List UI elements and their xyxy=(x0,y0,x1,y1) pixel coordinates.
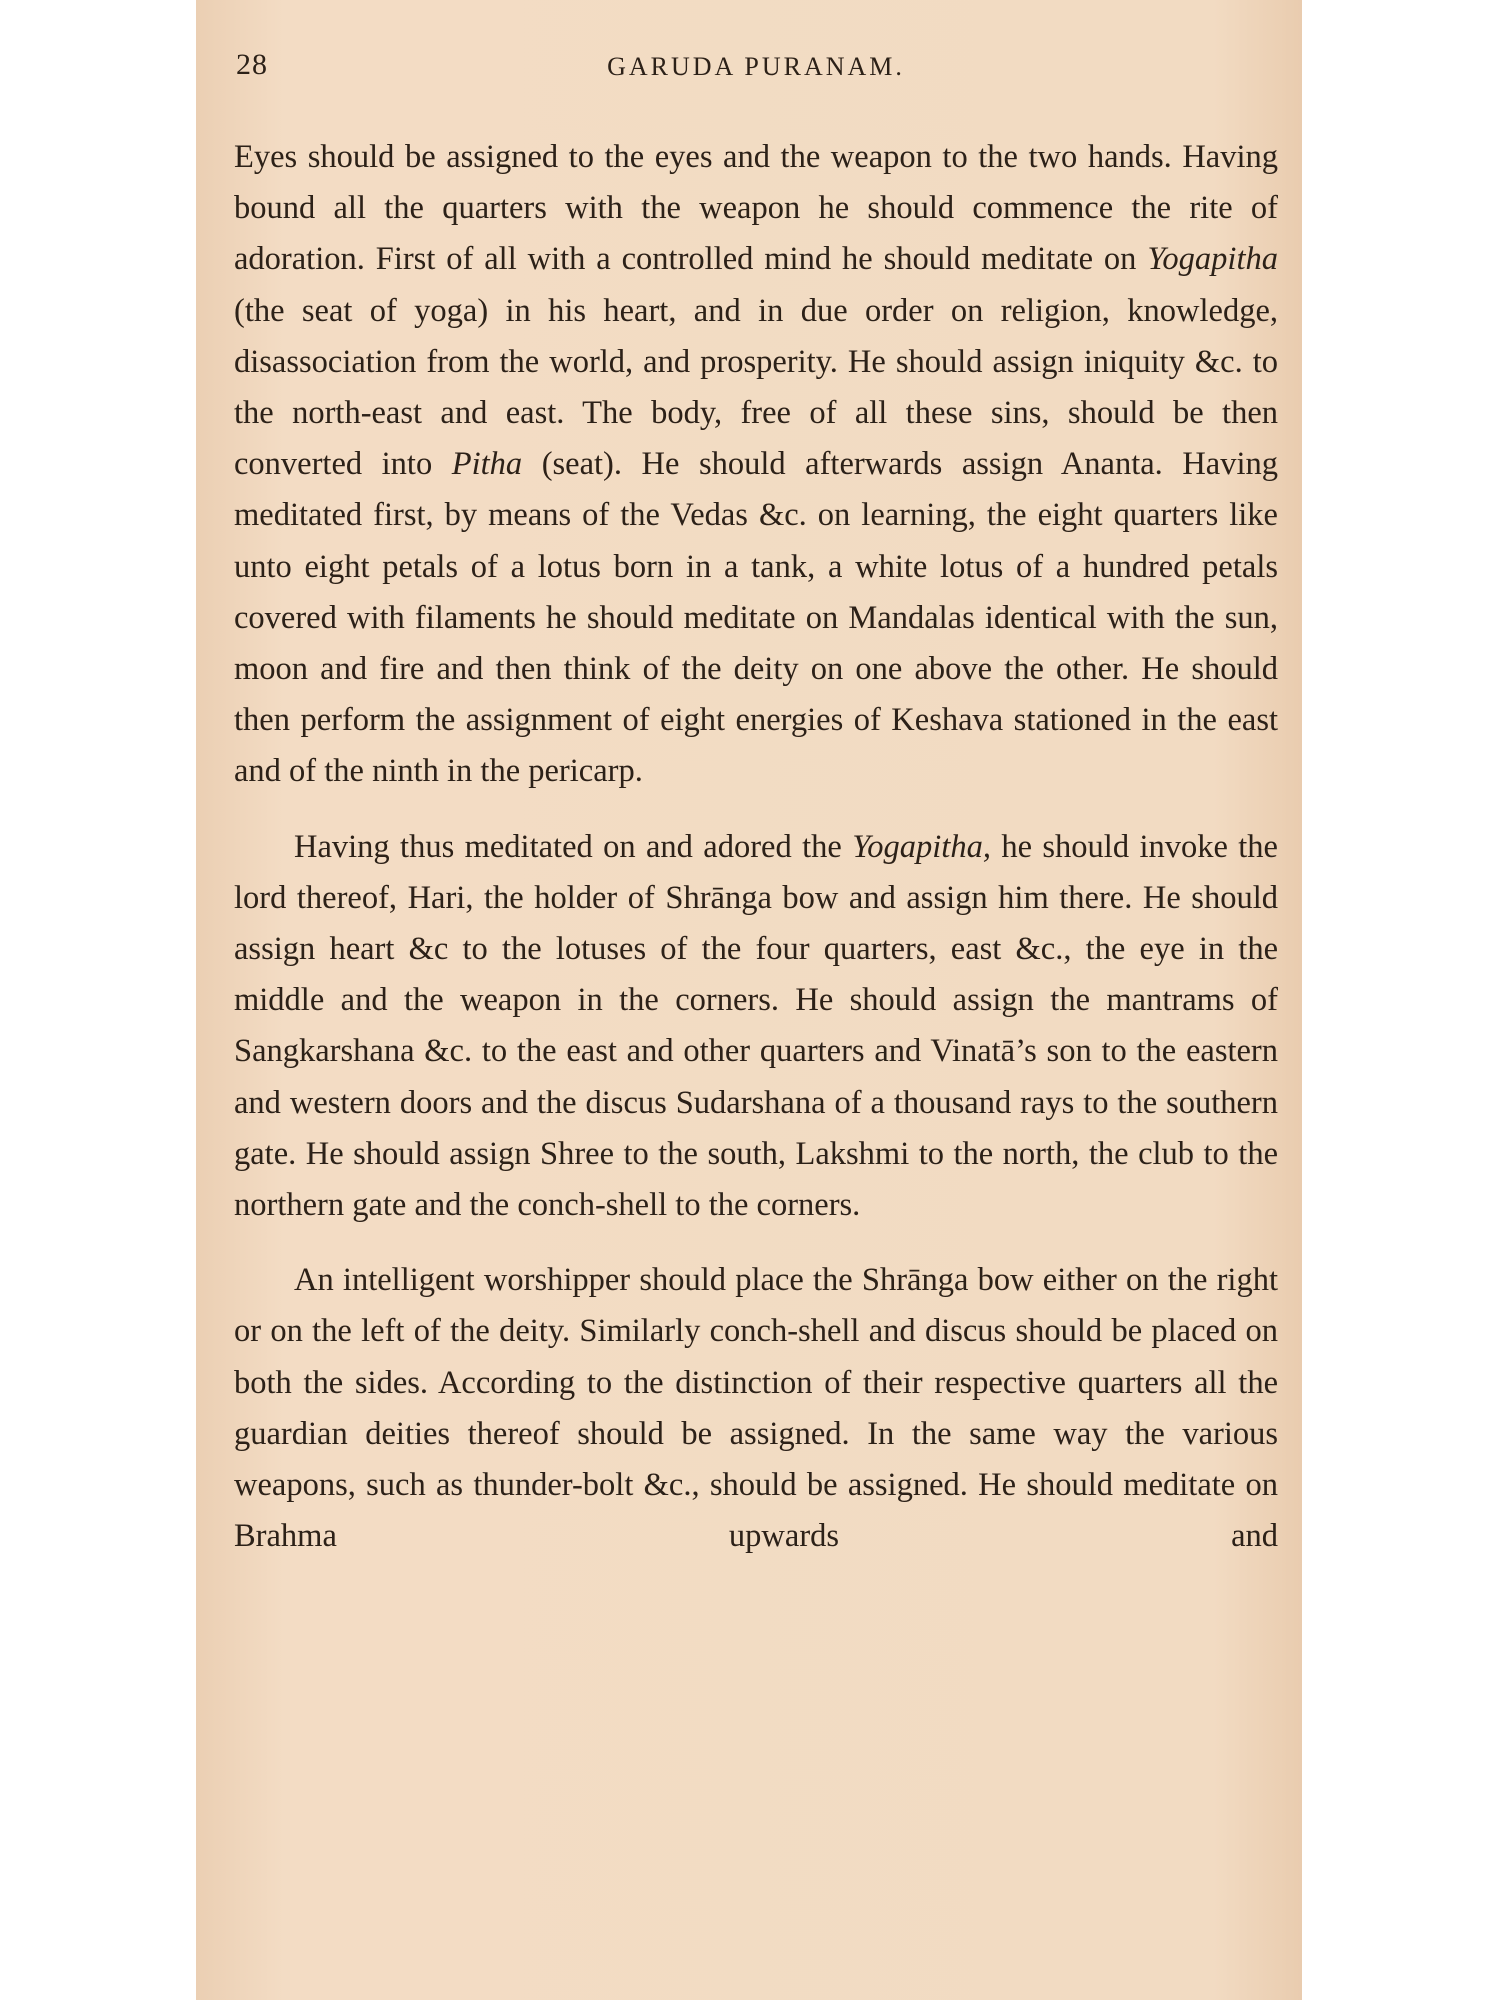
text-run: Eyes should be assigned to the eyes and the weapon to the two hands. Having bound all the quarters with the weapon he should commence the rite of adoration. First of all with a controlled mind he should meditate on xyxy=(234,139,1278,278)
paragraph-1 xyxy=(234,132,1278,798)
text-run: (seat). He should afterwards assign Ananta. Having meditated first, by means of the Vedas &c. on learning, the eight quarters like unto eight petals of a lotus born in a tank, a white lotus of a hundred petals covered with filaments he should meditate on Mandalas identical with the sun, moon and fire and then think of the deity on one above the other. He should then perform the assignment of eight energies of Keshava stationed in the east and of the ninth in the pericarp. xyxy=(234,446,1278,790)
italic-term: Yogapitha xyxy=(1147,241,1278,278)
italic-term: Pitha xyxy=(451,446,523,483)
paragraph-2 xyxy=(234,822,1278,1232)
page-number: 28 xyxy=(236,48,268,81)
page-header xyxy=(236,48,1276,88)
text-run: he should invoke the lord thereof, Hari, the holder of Shrānga bow and assign him there. He should assign heart &c to the lotuses of the four quarters, east &c., the eye in the middle and the weapon in the corners. He should assign the mantrams of Sangkarshana &c. to the east and other quarters and Vinatā’s son to the eastern and western doors and the discus Sudarshana of a thousand rays to the southern gate. He should assign Shree to the south, Lakshmi to the north, the club to the northern gate and the conch-shell to the corners. xyxy=(234,828,1278,1224)
paragraph-3 xyxy=(234,1255,1278,1562)
text-run: An intelligent worshipper should place the Shrānga bow either on the right or on the left of the deity. Similarly conch-shell and discus should be placed on both the sides. According to the distinction of their respective quarters all the guardian deities thereof should be assigned. In the same way the various weapons, such as thunder-bolt &c., should be assigned. He should meditate on Brahma upwards and xyxy=(234,1262,1278,1555)
body-text xyxy=(234,132,1278,1562)
italic-term: Yogapitha, xyxy=(852,828,991,865)
text-run: Having thus meditated on and adored the xyxy=(294,828,853,865)
book-page xyxy=(196,0,1302,2000)
text-run: (the seat of yoga) in his heart, and in due order on religion, knowledge, disassociation from the world, and prosperity. He should assign iniquity &c. to the north-east and east. The body, free of all these sins, should be then converted into xyxy=(234,292,1278,483)
running-title: GARUDA PURANAM. xyxy=(607,52,905,81)
